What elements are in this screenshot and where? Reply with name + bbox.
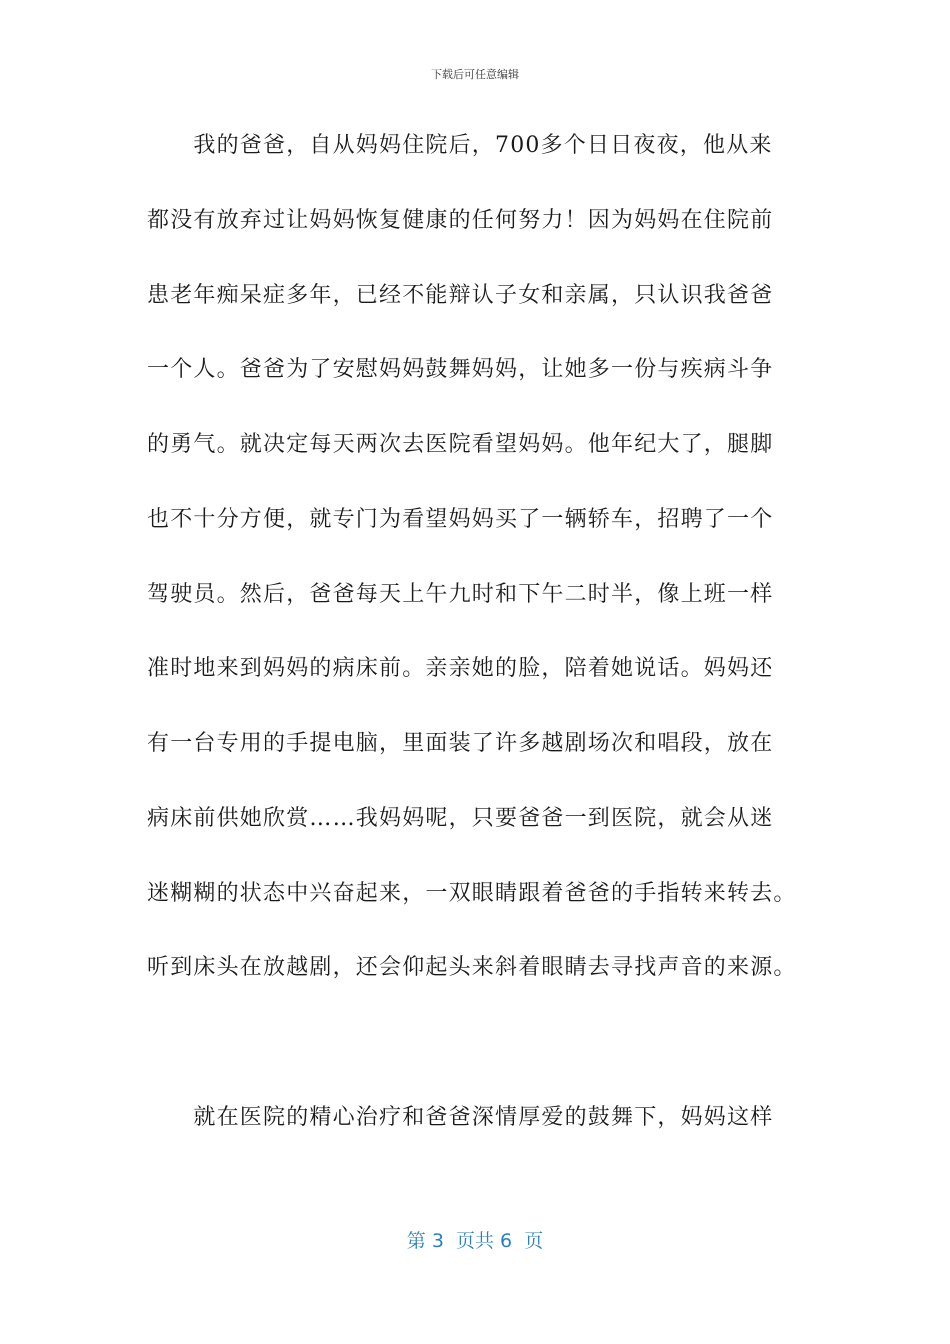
paragraph-1-line-12: 听到床头在放越剧，还会仰起头来斜着眼睛去寻找声音的来源。 (147, 955, 797, 980)
paragraph-1-line-4: 一个人。爸爸为了安慰妈妈鼓舞妈妈，让她多一份与疾病斗争 (147, 357, 774, 382)
page-header-note: 下载后可任意编辑 (431, 68, 519, 81)
paragraph-2-line-1: 就在医院的精心治疗和爸爸深情厚爱的鼓舞下，妈妈这样 (147, 1105, 774, 1130)
paragraph-1-line-11: 迷糊糊的状态中兴奋起来，一双眼睛跟着爸爸的手指转来转去。 (147, 881, 797, 906)
page-number-footer: 第 3 页共 6 页 (406, 1230, 544, 1252)
paragraph-1-line-10: 病床前供她欣赏……我妈妈呢，只要爸爸一到医院，就会从迷 (147, 806, 774, 831)
paragraph-1-line-5: 的勇气。就决定每天两次去医院看望妈妈。他年纪大了，腿脚 (147, 432, 774, 457)
paragraph-1-line-6: 也不十分方便，就专门为看望妈妈买了一辆轿车，招聘了一个 (147, 507, 774, 532)
paragraph-1-line-2: 都没有放弃过让妈妈恢复健康的任何努力！因为妈妈在住院前 (147, 208, 774, 233)
paragraph-1-line-1: 我的爸爸，自从妈妈住院后，700多个日日夜夜，他从来 (147, 133, 773, 158)
paragraph-1-line-8: 准时地来到妈妈的病床前。亲亲她的脸，陪着她说话。妈妈还 (147, 656, 774, 681)
paragraph-1-line-9: 有一台专用的手提电脑，里面装了许多越剧场次和唱段，放在 (147, 731, 774, 756)
paragraph-1-line-7: 驾驶员。然后，爸爸每天上午九时和下午二时半，像上班一样 (147, 582, 774, 607)
paragraph-1-line-3: 患老年痴呆症多年，已经不能辩认子女和亲属，只认识我爸爸 (147, 283, 774, 308)
